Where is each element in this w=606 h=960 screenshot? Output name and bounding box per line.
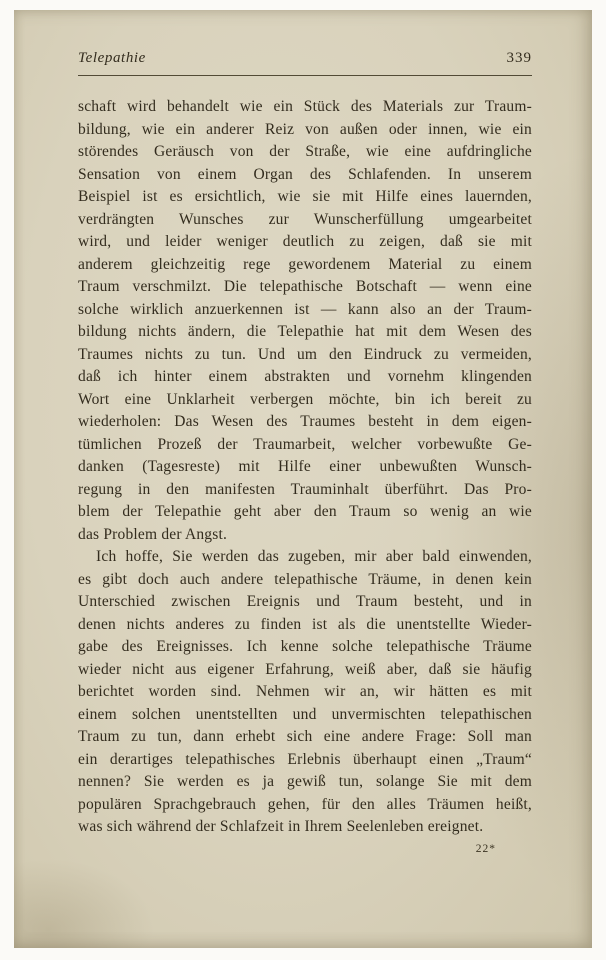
- text-line: störendes Geräusch von der Straße, wie eine aufdringliche: [78, 143, 532, 160]
- text-line: anderem gleichzeitig rege gewordenem Material zu einem: [78, 255, 532, 273]
- paragraph-continuation: [78, 96, 532, 546]
- page-number: 339: [506, 50, 532, 66]
- text-line: Sensation von einem Organ des Schlafenden. In unserem: [78, 165, 532, 183]
- text-line: Traum verschmilzt. Die telepathische Botschaft — wenn eine: [78, 278, 532, 295]
- text-line: populären Sprachgebrauch gehen, für den alles Träumen heißt,: [78, 795, 532, 813]
- text-line: einem solchen unentstellten und unvermischten telepathischen: [78, 705, 532, 723]
- signature-mark: 22*: [475, 843, 496, 855]
- text-line: blem der Telepathie geht aber den Traum so wenig an wie: [78, 503, 532, 520]
- paragraph-new: [78, 546, 532, 839]
- text-line: daß ich hinter einem abstrakten und vornehm klingenden: [78, 368, 532, 385]
- text-line: Unterschied zwischen Ereignis und Traum besteht, und in: [78, 593, 532, 610]
- text-line: berichtet worden sind. Nehmen wir an, wir hätten es mit: [78, 683, 532, 700]
- text-line: was sich während der Schlafzeit in Ihrem Seelenleben ereignet.: [78, 818, 484, 835]
- text-line: solche wirklich anzuerkennen ist — kann also an der Traum-: [78, 300, 532, 318]
- text-line: schaft wird behandelt wie ein Stück des Materials zur Traum-: [78, 98, 532, 115]
- text-line: Ich hoffe, Sie werden das zugeben, mir aber bald einwenden,: [96, 548, 532, 565]
- book-page: [14, 10, 592, 948]
- text-line: Traumes nichts zu tun. Und um den Eindruck zu vermeiden,: [78, 345, 532, 363]
- text-line: danken (Tagesreste) mit Hilfe einer unbewußten Wunsch-: [78, 458, 532, 475]
- text-line: verdrängten Wunsches zur Wunscherfüllung umgearbeitet: [78, 210, 532, 228]
- text-line: es gibt doch auch andere telepathische Träume, in denen kein: [78, 570, 532, 588]
- text-line: gabe des Ereignisses. Ich kenne solche telepathische Träume: [78, 638, 532, 655]
- text-line: Wort eine Unklarheit verbergen möchte, bin ich bereit zu: [78, 390, 532, 408]
- text-line: das Problem der Angst.: [78, 525, 228, 543]
- text-line: wird, und leider weniger deutlich zu zeigen, daß sie mit: [78, 233, 532, 250]
- text-line: wieder nicht aus eigener Erfahrung, weiß aber, daß sie häufig: [78, 660, 532, 678]
- text-line: denen nichts anderes zu finden ist als die unentstellte Wieder-: [78, 615, 532, 633]
- header-rule: [78, 75, 532, 76]
- text-line: regung in den manifesten Trauminhalt überführt. Das Pro-: [78, 480, 532, 498]
- text-line: bildung nichts ändern, die Telepathie hat mit dem Wesen des: [78, 323, 532, 340]
- text-line: Beispiel ist es ersichtlich, wie sie mit Hilfe eines lauernden,: [78, 188, 532, 205]
- text-line: ein derartiges telepathisches Erlebnis überhaupt einen „Traum“: [78, 750, 532, 768]
- running-title: Telepathie: [78, 50, 146, 66]
- text-line: tümlichen Prozeß der Traumarbeit, welcher vorbewußte Ge-: [78, 435, 532, 453]
- page-content: [78, 50, 532, 839]
- body-text: [78, 96, 532, 839]
- text-line: bildung, wie ein anderer Reiz von außen oder innen, wie ein: [78, 120, 532, 138]
- text-line: nennen? Sie werden es ja gewiß tun, solange Sie mit dem: [78, 773, 532, 790]
- text-line: Traum zu tun, dann erhebt sich eine andere Frage: Soll man: [78, 728, 532, 745]
- text-line: wiederholen: Das Wesen des Traumes besteht in dem eigen-: [78, 413, 532, 430]
- page-header: [78, 50, 532, 70]
